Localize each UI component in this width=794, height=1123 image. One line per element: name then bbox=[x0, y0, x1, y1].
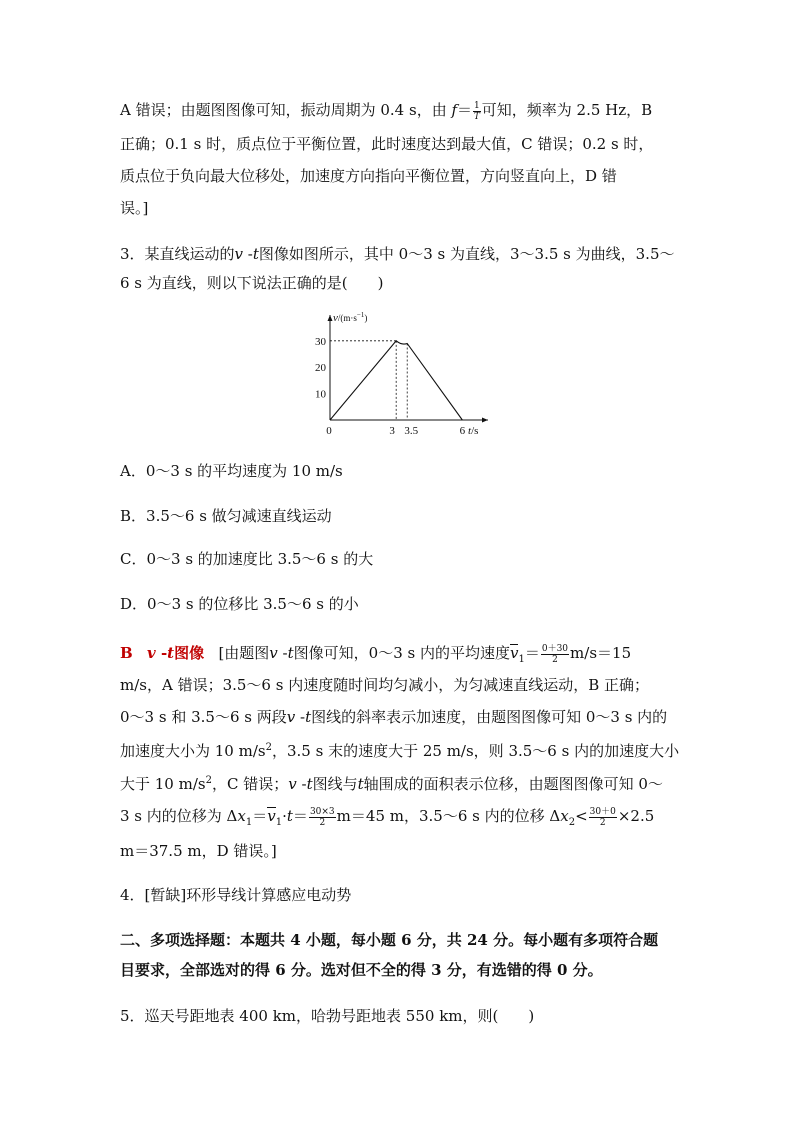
topic-word: 图像 bbox=[174, 644, 205, 662]
x-label-var: t bbox=[468, 425, 472, 437]
var-v: v bbox=[288, 775, 297, 793]
text: 图像如图所示，其中 0～3 s 为直线，3～3.5 s 为曲线，3.5～ bbox=[258, 245, 675, 263]
text: 可知，频率为 2.5 Hz，B bbox=[481, 101, 653, 119]
fraction bbox=[309, 807, 336, 828]
section2-line-2: 目要求，全部选对的得 6 分。选对但不全的得 3 分，有选错的得 0 分。 bbox=[120, 961, 603, 979]
x-tick-label: 3 bbox=[389, 425, 395, 437]
frac-den: 2 bbox=[552, 654, 558, 665]
frac-num: 1 bbox=[474, 100, 480, 111]
frac-den: 2 bbox=[319, 817, 326, 828]
frac-den: T bbox=[473, 111, 480, 122]
x-axis-label bbox=[468, 425, 478, 437]
dot: · bbox=[282, 807, 287, 825]
text: A 错误；由题图图像可知，振动周期为 0.4 s，由 bbox=[120, 101, 452, 119]
eq: ＝ bbox=[524, 644, 540, 662]
dash: - bbox=[295, 708, 306, 726]
var-x: x bbox=[560, 807, 569, 825]
q3-line-2: 6 s 为直线，则以下说法正确的是( ) bbox=[120, 274, 384, 292]
y-label-close: ) bbox=[364, 313, 368, 323]
intro-line-4: 误。] bbox=[120, 199, 149, 217]
frac-num: 30＋0 bbox=[589, 806, 616, 817]
y-axis-label bbox=[333, 312, 367, 324]
var-t: t bbox=[357, 775, 364, 793]
var-v: v bbox=[147, 644, 156, 662]
dash: - bbox=[277, 644, 288, 662]
intro-line-2: 正确；0.1 s 时，质点位于平衡位置，此时速度达到最大值，C 错误；0.2 s 时， bbox=[120, 135, 654, 153]
answer-line-4 bbox=[120, 737, 679, 762]
text: ，3.5 s 末的速度大于 25 m/s，则 3.5～6 s 内的加速度大小 bbox=[271, 742, 680, 760]
x-tick-label: 0 bbox=[326, 425, 332, 437]
q3-option-d: D．0～3 s 的位移比 3.5～6 s 的小 bbox=[120, 595, 359, 613]
text: ×2.5 bbox=[617, 807, 655, 825]
y-tick-label: 10 bbox=[315, 388, 326, 401]
text: 3．某直线运动的 bbox=[120, 245, 235, 263]
sub: 2 bbox=[568, 817, 576, 828]
vt-series-line bbox=[330, 341, 462, 420]
sub: 1 bbox=[518, 654, 525, 665]
var-v: v bbox=[269, 644, 278, 662]
answer-topic bbox=[147, 644, 204, 662]
text: m/s＝15 bbox=[570, 644, 632, 662]
frac-num: 30×3 bbox=[309, 806, 335, 817]
answer-line-6 bbox=[120, 805, 654, 834]
fraction-1-over-T bbox=[473, 101, 481, 122]
text: ，C 错误； bbox=[211, 775, 289, 793]
var-v: v bbox=[234, 245, 244, 263]
sub: 1 bbox=[275, 817, 283, 828]
y-axis-arrow bbox=[328, 315, 333, 321]
lt: < bbox=[575, 807, 588, 825]
var-t: t bbox=[252, 245, 259, 263]
q3-option-c: C．0～3 s 的加速度比 3.5～6 s 的大 bbox=[120, 550, 374, 568]
eq: ＝ bbox=[457, 101, 473, 119]
v-bar: v bbox=[509, 644, 519, 662]
text: 加速度大小为 10 m/s bbox=[120, 742, 266, 760]
sup: 2 bbox=[205, 775, 212, 786]
answer-line-7: m＝37.5 m，D 错误。] bbox=[120, 842, 277, 860]
x-tick-label: 3.5 bbox=[404, 425, 419, 437]
intro-line-1 bbox=[120, 99, 652, 122]
var-t: t bbox=[286, 807, 293, 825]
q3-option-b: B．3.5～6 s 做匀减速直线运动 bbox=[120, 507, 332, 525]
var-x: x bbox=[237, 807, 246, 825]
fraction bbox=[589, 807, 617, 828]
var-t: t bbox=[167, 644, 175, 662]
var-t: t bbox=[306, 775, 313, 793]
text: m＝45 m，3.5～6 s 内的位移 Δ bbox=[336, 807, 561, 825]
answer-letter: B bbox=[120, 644, 133, 662]
y-tick-label: 20 bbox=[315, 362, 326, 375]
y-label-exp: −1 bbox=[356, 312, 365, 319]
y-label-unit: /(m·s bbox=[337, 313, 357, 323]
v-bar: v bbox=[267, 807, 276, 825]
text: [由题图 bbox=[218, 644, 270, 662]
frac-num: 0＋30 bbox=[541, 643, 569, 654]
text: 0～3 s 和 3.5～6 s 两段 bbox=[120, 708, 287, 726]
dash: - bbox=[296, 775, 307, 793]
q3-option-a: A．0～3 s 的平均速度为 10 m/s bbox=[120, 462, 343, 480]
var-t: t bbox=[287, 644, 294, 662]
q4-text: 4．[暂缺]环形导线计算感应电动势 bbox=[120, 886, 352, 904]
eq: ＝ bbox=[292, 807, 308, 825]
var-v: v bbox=[286, 708, 296, 726]
answer-line-3 bbox=[120, 706, 667, 728]
var-t: t bbox=[305, 708, 312, 726]
text: 图线与 bbox=[312, 775, 358, 793]
text: 图线的斜率表示加速度，由题图图像可知 0～3 s 内的 bbox=[311, 708, 668, 726]
q5-text: 5．巡天号距地表 400 km，哈勃号距地表 550 km，则( ) bbox=[120, 1007, 535, 1025]
eq: ＝ bbox=[252, 807, 268, 825]
vt-chart bbox=[300, 312, 490, 442]
text: 轴围成的面积表示位移，由题图图像可知 0～ bbox=[363, 775, 663, 793]
section2-line-1: 二、多项选择题：本题共 4 小题，每小题 6 分，共 24 分。每小题有多项符合题 bbox=[120, 931, 659, 949]
var-f: f bbox=[451, 101, 458, 119]
sub: 1 bbox=[245, 817, 253, 828]
x-label-unit: /s bbox=[471, 425, 479, 437]
dash: - bbox=[155, 644, 168, 662]
answer-line-1 bbox=[120, 642, 631, 671]
x-tick-label: 6 bbox=[459, 425, 466, 437]
x-axis-arrow bbox=[482, 418, 488, 423]
dash: - bbox=[243, 245, 253, 263]
text: 大于 10 m/s bbox=[120, 775, 206, 793]
sup: 2 bbox=[265, 742, 272, 753]
y-label-var: v bbox=[333, 312, 338, 324]
intro-line-3: 质点位于负向最大位移处，加速度方向指向平衡位置，方向竖直向上，D 错 bbox=[120, 167, 617, 185]
fraction bbox=[541, 644, 569, 665]
q3-line-1 bbox=[120, 243, 675, 265]
y-tick-label: 30 bbox=[315, 335, 326, 348]
answer-line-2: m/s，A 错误；3.5～6 s 内速度随时间均匀减小，为匀减速直线运动，B 正确； bbox=[120, 676, 650, 694]
text: 图像可知，0～3 s 内的平均速度 bbox=[293, 644, 510, 662]
text: 3 s 内的位移为 Δ bbox=[120, 807, 238, 825]
answer-line-5 bbox=[120, 770, 663, 795]
frac-den: 2 bbox=[599, 817, 606, 828]
